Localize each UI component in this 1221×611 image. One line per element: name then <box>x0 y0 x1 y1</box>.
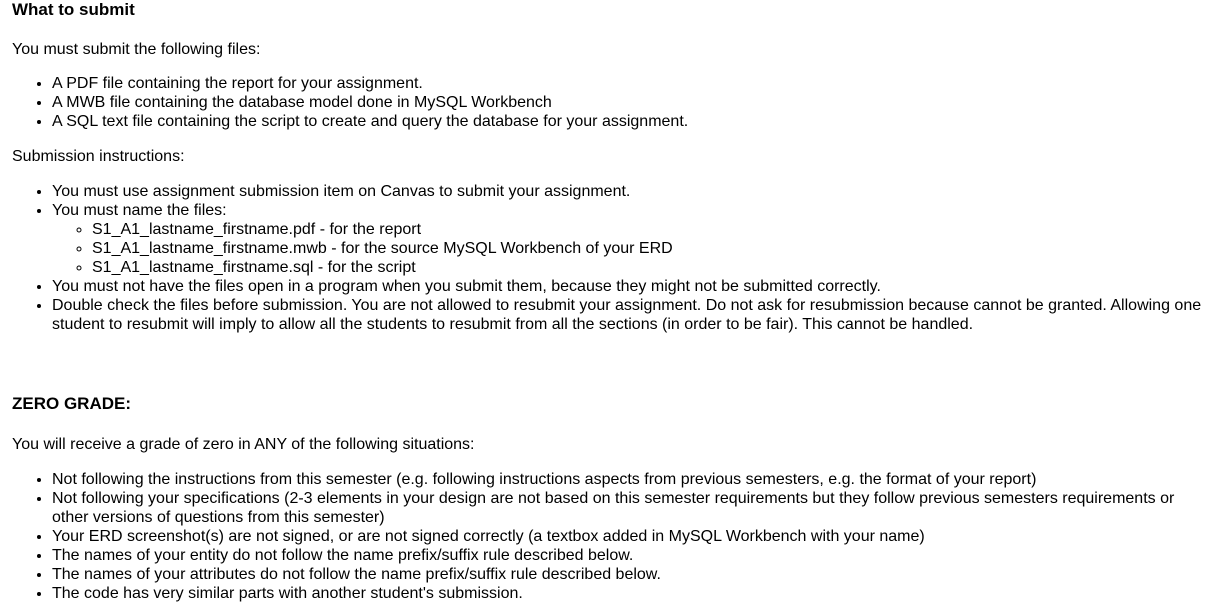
list-item: • A PDF file containing the report for your assignment. <box>52 74 1209 93</box>
required-files-list <box>12 74 1209 131</box>
list-item: ◦ S1_A1_lastname_firstname.sql - for the script <box>92 258 1209 277</box>
list-item: • You must use assignment submission item on Canvas to submit your assignment. <box>52 182 1209 201</box>
list-item: • Your ERD screenshot(s) are not signed, or are not signed correctly (a textbox added in MySQL Workbench with your name) <box>52 527 1209 546</box>
submission-instructions-list <box>12 182 1209 334</box>
list-item: • The code has very similar parts with another student's submission. <box>52 584 1209 603</box>
zero-grade-intro: You will receive a grade of zero in ANY of the following situations: <box>12 436 475 453</box>
list-item: ◦ S1_A1_lastname_firstname.pdf - for the report <box>92 220 1209 239</box>
list-item-name-files <box>52 201 1209 277</box>
list-item: • The names of your entity do not follow the name prefix/suffix rule described below. <box>52 546 1209 565</box>
list-item: • A MWB file containing the database model done in MySQL Workbench <box>52 93 1209 112</box>
what-to-submit-heading: What to submit <box>12 0 135 19</box>
list-item: • A SQL text file containing the script to create and query the database for your assignment. <box>52 112 1209 131</box>
list-item: • Not following your specifications (2-3 elements in your design are not based on this semester requirements but they follow previous semesters requirements or other versions of questions from this semester) <box>52 489 1209 527</box>
list-item: • The names of your attributes do not follow the name prefix/suffix rule described below. <box>52 565 1209 584</box>
file-names-list <box>52 220 1209 277</box>
zero-grade-heading: ZERO GRADE: <box>12 394 131 413</box>
submit-files-intro: You must submit the following files: <box>12 41 261 58</box>
list-item: ◦ S1_A1_lastname_firstname.mwb - for the source MySQL Workbench of your ERD <box>92 239 1209 258</box>
list-item: • Double check the files before submission. You are not allowed to resubmit your assignment. Do not ask for resubmission because cannot be granted. Allowing one student to resubmit will imply to allow all the students to resubmit from all the sections (in order to be fair). This cannot be handled. <box>52 296 1209 334</box>
zero-grade-situations-list <box>12 470 1209 603</box>
name-files-text: You must name the files: <box>52 202 227 219</box>
list-item: • You must not have the files open in a program when you submit them, because they might not be submitted correctly. <box>52 277 1209 296</box>
submission-instructions-label: Submission instructions: <box>12 148 185 165</box>
list-item: • Not following the instructions from this semester (e.g. following instructions aspects from previous semesters, e.g. the format of your report) <box>52 470 1209 489</box>
